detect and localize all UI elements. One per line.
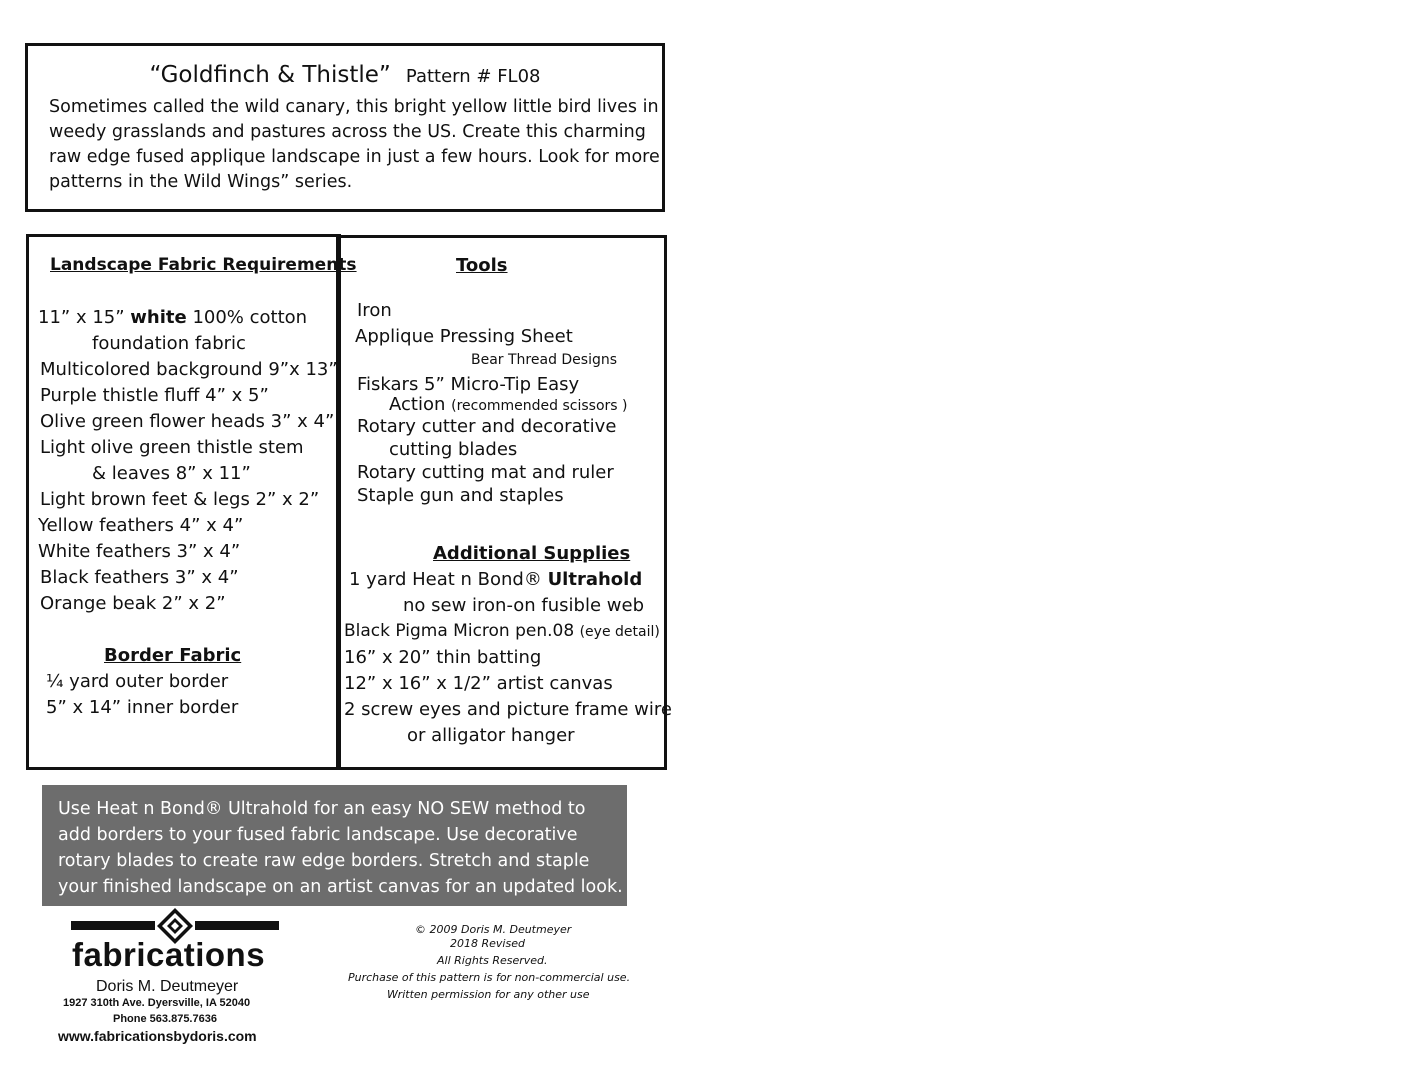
fabric-item: Orange beak 2” x 2” [40,593,226,614]
intro-line: patterns in the Wild Wings” series. [49,172,353,192]
tool-item: Rotary cutting mat and ruler [357,462,614,483]
footer-website: www.fabricationsbydoris.com [58,1028,257,1044]
tool-item-note: Bear Thread Designs [471,352,618,368]
promo-line: your finished landscape on an artist canvas for an updated look. [58,877,623,897]
fabric-item: Light olive green thistle stem [40,437,304,458]
fabric-item: Light brown feet & legs 2” x 2” [40,489,320,510]
supplies-heading: Additional Supplies [433,543,631,564]
supply-item-note: (eye detail) [579,624,660,640]
fabric-item: Yellow feathers 4” x 4” [38,515,244,536]
copyright-line: Purchase of this pattern is for non-commercial use. [348,971,631,984]
supply-item: 2 screw eyes and picture frame wire [344,699,672,720]
supply-item-bold: Ultrahold [547,569,643,590]
intro-line: raw edge fused applique landscape in just a few hours. Look for more [49,147,660,167]
tool-item-note: (recommended scissors ) [451,398,628,414]
fabric-item: Multicolored background 9”x 13” [40,359,338,380]
fabric-item-text: 100% cotton [186,307,308,328]
fabric-item-text: 11” x 15” [38,307,131,328]
border-item: ¼ yard outer border [46,671,229,692]
footer-address: 1927 310th Ave. Dyersville, IA 52040 [63,997,251,1009]
promo-line: rotary blades to create raw edge borders. Stretch and staple [58,851,590,871]
intro-line: weedy grasslands and pastures across the US. Create this charming [49,122,646,142]
supply-item-text: 1 yard Heat n Bond® [349,569,548,590]
logo-bar-right [195,921,279,930]
tool-item-text: Action [389,394,446,415]
supply-item: or alligator hanger [407,725,575,746]
tools-heading: Tools [456,255,508,276]
intro-header [28,62,662,88]
intro-line: Sometimes called the wild canary, this bright yellow little bird lives in [49,97,659,117]
tools-box [336,235,672,770]
tool-item: Rotary cutter and decorative [357,416,617,437]
copyright-line: All Rights Reserved. [437,954,548,967]
tool-item: cutting blades [389,439,518,460]
supply-item [349,569,642,590]
fabric-item: Olive green flower heads 3” x 4” [40,411,335,432]
tool-item: Applique Pressing Sheet [355,326,573,347]
fabric-item: Black feathers 3” x 4” [40,567,239,588]
pattern-number: Pattern # FL08 [405,66,541,87]
supply-item: no sew iron-on fusible web [403,595,645,616]
supply-item: 12” x 16” x 1/2” artist canvas [344,673,613,694]
copyright-line: Written permission for any other use [387,988,590,1001]
copyright-line: © 2009 Doris M. Deutmeyer [415,923,572,936]
fabric-item: foundation fabric [92,333,246,354]
footer-phone: Phone 563.875.7636 [113,1013,217,1025]
intro-box [25,43,665,212]
fabric-box [26,234,357,770]
supply-item [344,621,660,641]
tool-item: Fiskars 5” Micro-Tip Easy [357,374,580,395]
promo-line: Use Heat n Bond® Ultrahold for an easy NO SEW method to [58,799,586,819]
pattern-title: “Goldfinch & Thistle” [149,62,391,88]
promo-box [42,785,627,906]
logo-text: fabrications [72,936,266,973]
fabric-item: White feathers 3” x 4” [38,541,241,562]
fabric-item: & leaves 8” x 11” [92,463,251,484]
fabric-heading: Landscape Fabric Requirements [50,255,357,275]
tool-item: Staple gun and staples [357,485,564,506]
supply-item-text: Black Pigma Micron pen.08 [344,621,575,641]
tool-item: Iron [357,300,392,321]
promo-line: add borders to your fused fabric landscape. Use decorative [58,825,578,845]
fabric-item: Purple thistle fluff 4” x 5” [40,385,269,406]
logo-bar-left [71,921,155,930]
border-heading: Border Fabric [104,645,242,666]
fabric-item-bold: white [130,307,187,328]
border-item: 5” x 14” inner border [46,697,239,718]
footer-name: Doris M. Deutmeyer [96,978,239,995]
tool-item [389,394,628,415]
copyright-line: 2018 Revised [450,937,525,950]
fabric-item [38,307,307,328]
supply-item: 16” x 20” thin batting [344,647,542,668]
